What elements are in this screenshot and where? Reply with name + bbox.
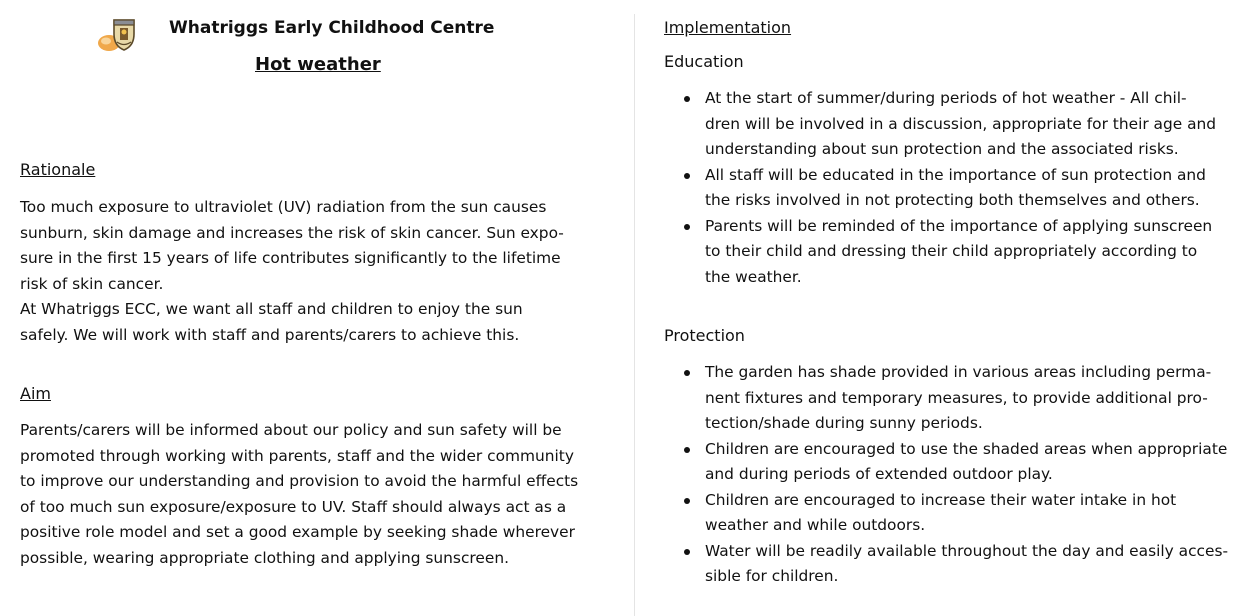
text-line: the weather.: [705, 267, 802, 286]
bullet-icon: [684, 498, 690, 504]
org-name: Whatriggs Early Childhood Centre: [169, 18, 495, 38]
implementation-heading: Implementation: [664, 18, 792, 37]
rationale-heading: Rationale: [20, 160, 96, 179]
text-line: understanding about sun protection and the associated risks.: [705, 140, 1179, 158]
list-item: [664, 360, 1228, 437]
bullet-icon: [684, 224, 690, 230]
text-line: nent fixtures and temporary measures, to provide additional pro-: [705, 388, 1208, 407]
text-line: to their child and dressing their child appropriately according to: [705, 242, 1198, 260]
bullet-icon: [684, 370, 690, 376]
bullet-icon: [684, 96, 690, 102]
text-line: Children are encouraged to use the shaded areas when appropriate: [705, 439, 1228, 458]
list-item: [664, 86, 1216, 163]
aim-paragraph: [20, 418, 578, 571]
bullet-icon: [684, 447, 690, 453]
text-line: promoted through working with parents, staff and the wider community: [20, 446, 574, 465]
text-line: Children are encouraged to increase their water intake in hot: [705, 490, 1177, 509]
text-line: of too much sun exposure/exposure to UV. Staff should always act as a: [20, 497, 567, 516]
text-line: risk of skin cancer.: [20, 274, 164, 293]
text-line: At Whatriggs ECC, we want all staff and children to enjoy the sun: [20, 300, 523, 318]
text-line: safely. We will work with staff and parents/carers to achieve this.: [20, 325, 520, 344]
document-title: Hot weather: [255, 54, 381, 75]
protection-list: [664, 360, 1228, 590]
text-line: positive role model and set a good example by seeking shade wherever: [20, 523, 575, 541]
text-line: sure in the first 15 years of life contributes significantly to the lifetime: [20, 249, 561, 267]
text-line: the risks involved in not protecting both themselves and others.: [705, 191, 1200, 209]
text-line: dren will be involved in a discussion, appropriate for their age and: [705, 114, 1217, 133]
text-line: Too much exposure to ultraviolet (UV) radiation from the sun causes: [20, 198, 547, 216]
text-line: possible, wearing appropriate clothing and applying sunscreen.: [20, 548, 509, 567]
text-line: Parents will be reminded of the importance of applying sunscreen: [705, 216, 1213, 235]
text-line: to improve our understanding and provision to avoid the harmful effects: [20, 472, 579, 490]
text-line: sible for children.: [705, 567, 839, 585]
rationale-paragraph-2: [20, 297, 523, 348]
protection-label: Protection: [664, 326, 745, 345]
list-item: [664, 437, 1228, 488]
list-item: [664, 488, 1228, 539]
text-line: and during periods of extended outdoor play.: [705, 465, 1053, 483]
text-line: sunburn, skin damage and increases the risk of skin cancer. Sun expo-: [20, 223, 564, 242]
text-line: All staff will be educated in the importance of sun protection and: [705, 165, 1206, 184]
column-divider: [634, 14, 635, 616]
text-line: Water will be readily available throughout the day and easily acces-: [705, 541, 1229, 560]
bullet-icon: [684, 173, 690, 179]
text-line: At the start of summer/during periods of hot weather - All chil-: [705, 89, 1187, 107]
text-line: Parents/carers will be informed about our policy and sun safety will be: [20, 421, 562, 439]
text-line: The garden has shade provided in various areas including perma-: [705, 363, 1212, 381]
bullet-icon: [684, 549, 690, 555]
list-item: [664, 539, 1228, 590]
aim-heading: Aim: [20, 384, 51, 403]
text-line: tection/shade during sunny periods.: [705, 414, 983, 432]
education-list: [664, 86, 1216, 290]
rationale-paragraph-1: [20, 195, 564, 297]
education-label: Education: [664, 52, 744, 71]
school-crest-icon: [96, 14, 140, 54]
list-item: [664, 214, 1216, 291]
list-item: [664, 163, 1216, 214]
text-line: weather and while outdoors.: [705, 516, 926, 534]
